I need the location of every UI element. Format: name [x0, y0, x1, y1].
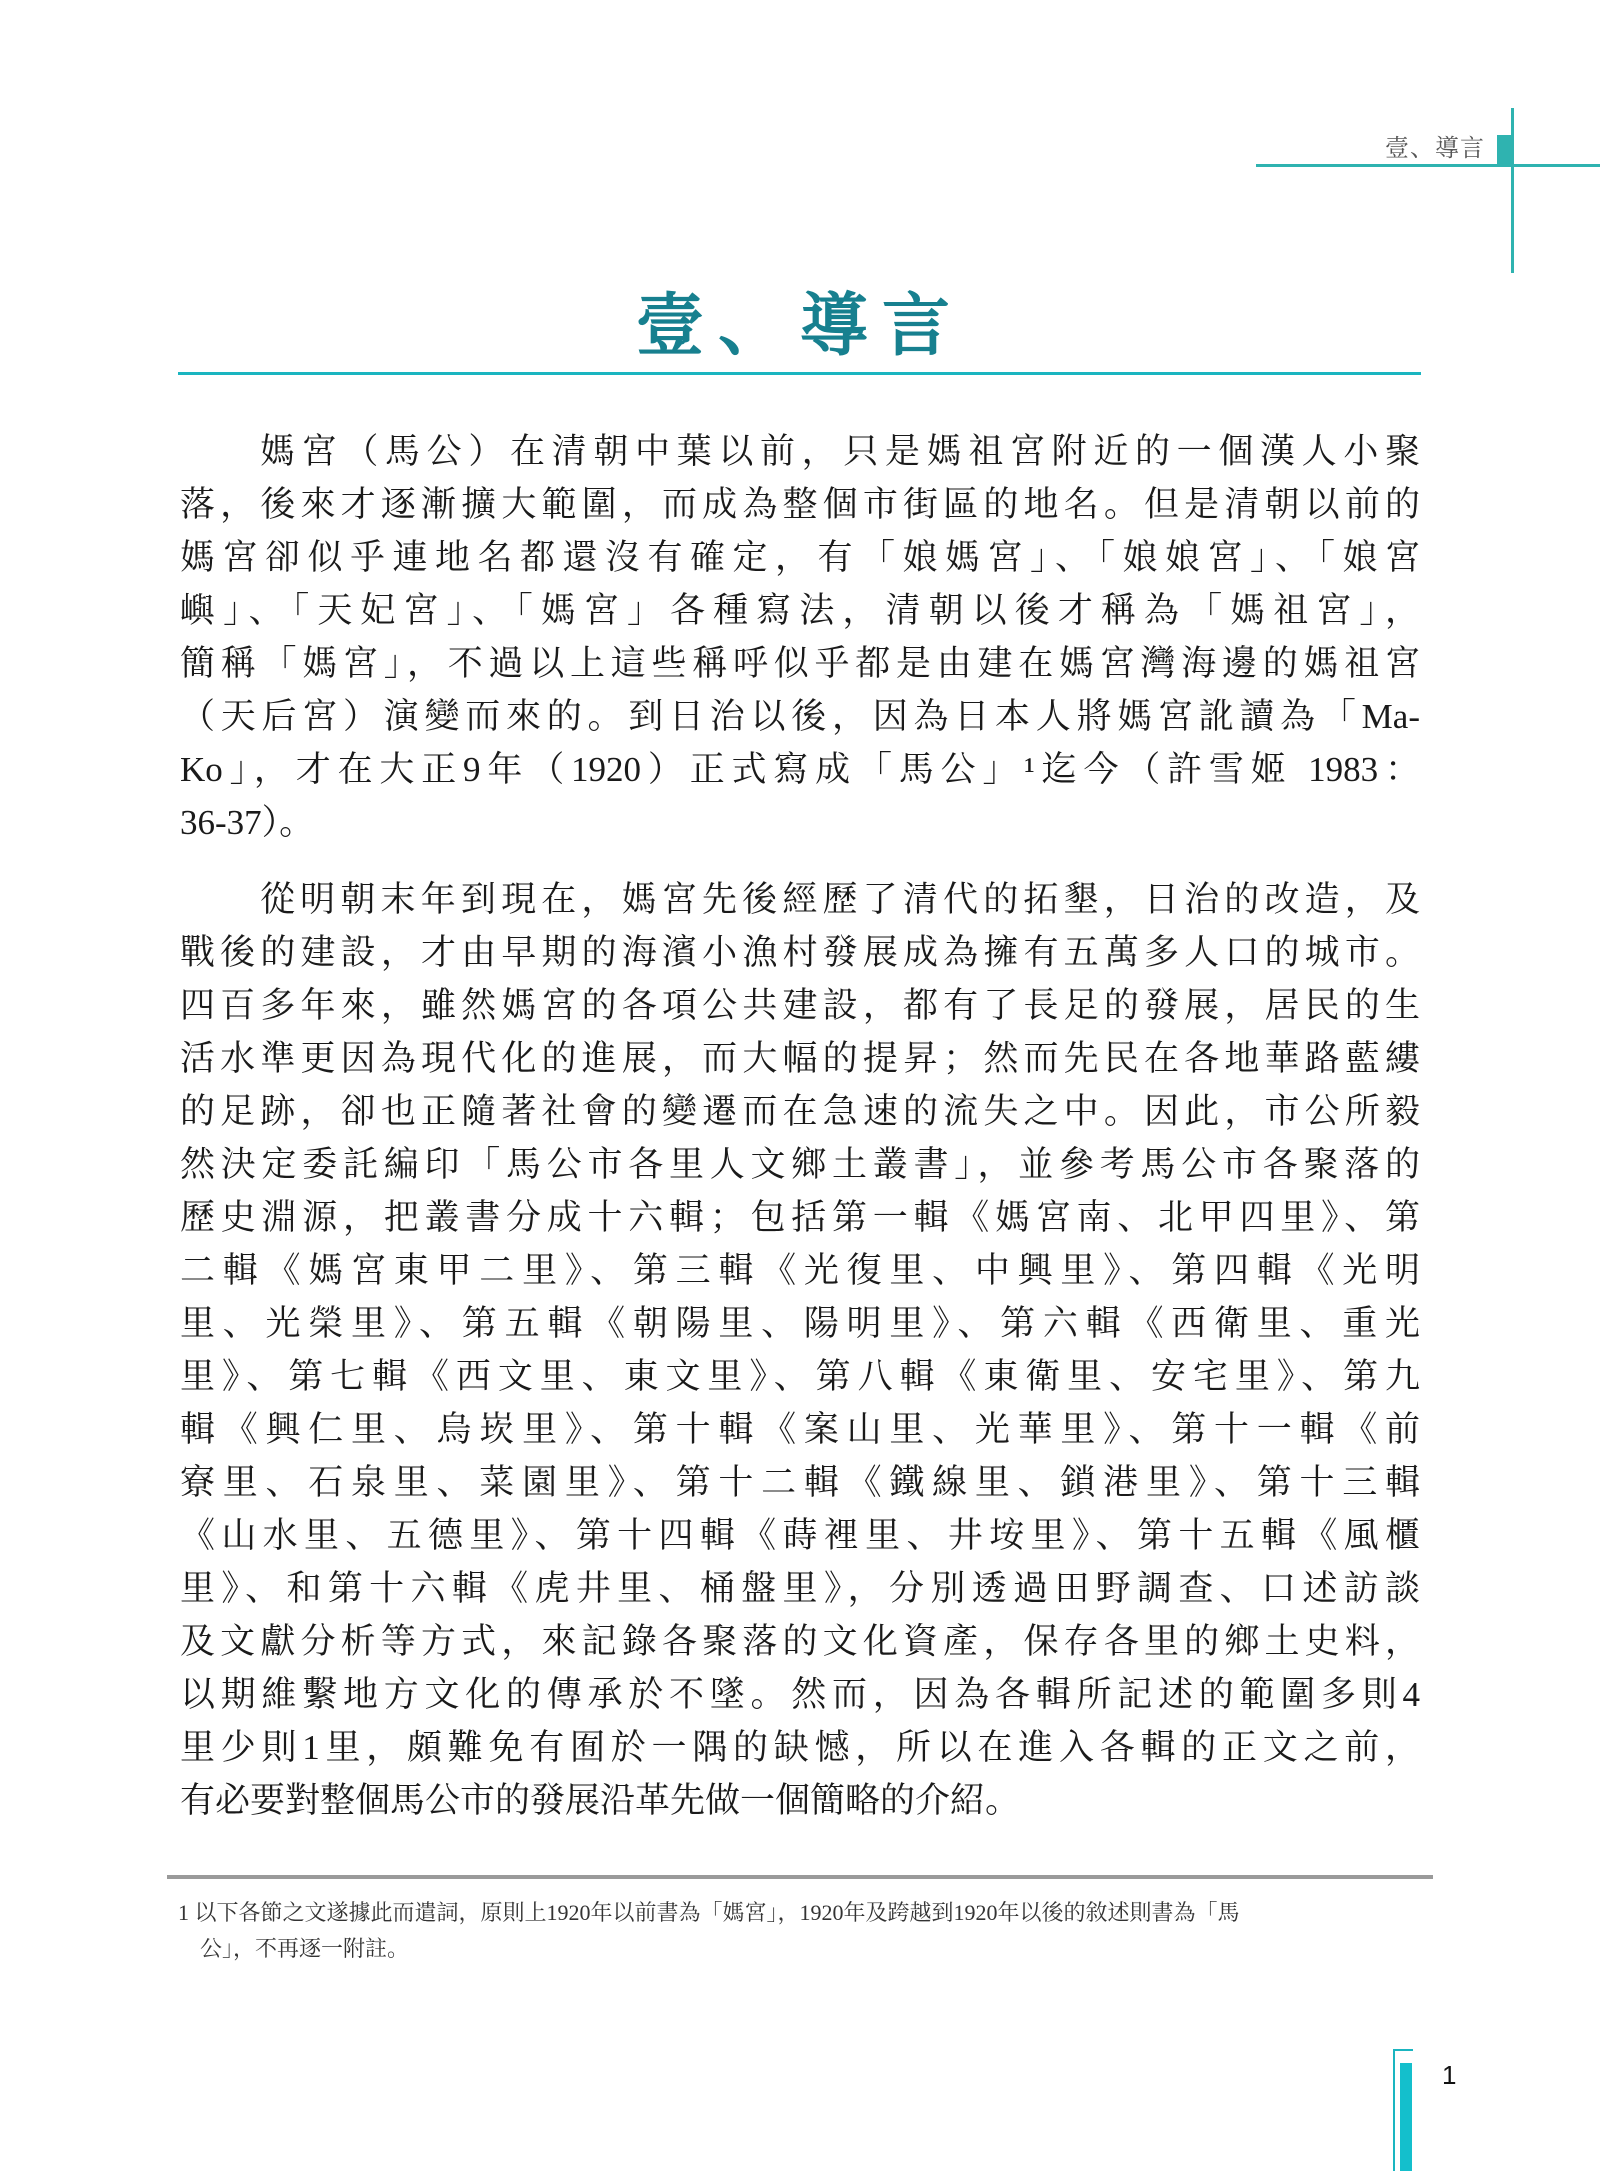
page-number-accent-bar [1400, 2063, 1412, 2171]
header-vertical-rule [1511, 108, 1514, 273]
text-line: Ko」，才在大正9年（1920）正式寫成「馬公」¹迄今（許雪姬 1983： [180, 750, 1420, 789]
paragraph-2 [180, 873, 1420, 1827]
header-rule [1256, 164, 1600, 167]
text-line: 輯《興仁里、烏崁里》、第十輯《案山里、光華里》、第十一輯《前 [180, 1410, 1420, 1449]
footnote-line: 1 以下各節之文遂據此而遣詞，原則上1920年以前書為「媽宮」，1920年及跨越到1920年以後的敘述則書為「馬 [178, 1900, 1240, 1925]
text-line: 落，後來才逐漸擴大範圍，而成為整個市街區的地名。但是清朝以前的 [180, 485, 1420, 524]
text-line: 從明朝末年到現在，媽宮先後經歷了清代的拓墾，日治的改造，及 [260, 880, 1420, 919]
text-line: 媽宮卻似乎連地名都還沒有確定，有「娘媽宮」、「娘娘宮」、「娘宮 [180, 538, 1420, 577]
paragraph-1 [180, 425, 1420, 849]
text-line: 里少則1里，頗難免有囿於一隅的缺憾，所以在進入各輯的正文之前， [180, 1728, 1420, 1767]
text-line: 嶼」、「天妃宮」、「媽宮」各種寫法，清朝以後才稱為「媽祖宮」， [180, 591, 1420, 630]
text-line: （天后宮）演變而來的。到日治以後，因為日本人將媽宮訛讀為「Ma- [180, 697, 1420, 736]
text-line: 里、光榮里》、第五輯《朝陽里、陽明里》、第六輯《西衛里、重光 [180, 1304, 1420, 1343]
footnote [178, 1895, 1428, 1967]
text-line: 媽宮（馬公）在清朝中葉以前，只是媽祖宮附近的一個漢人小聚 [260, 432, 1420, 471]
running-header-title: 壹、導言 [1385, 136, 1485, 162]
body-text [180, 425, 1420, 1851]
page-number-rule-top [1393, 2049, 1413, 2051]
text-line: 簡稱「媽宮」，不過以上這些稱呼似乎都是由建在媽宮灣海邊的媽祖宮 [180, 644, 1420, 683]
text-line: 歷史淵源，把叢書分成十六輯；包括第一輯《媽宮南、北甲四里》、第 [180, 1198, 1420, 1237]
text-line: 活水準更因為現代化的進展，而大幅的提昇；然而先民在各地華路藍縷 [180, 1039, 1420, 1078]
text-line: 的足跡，卻也正隨著社會的變遷而在急速的流失之中。因此，市公所毅 [180, 1092, 1420, 1131]
chapter-title: 壹、導言 [635, 288, 964, 364]
text-line: 以期維繫地方文化的傳承於不墜。然而，因為各輯所記述的範圍多則4 [180, 1675, 1420, 1714]
text-line: 寮里、石泉里、菜園里》、第十二輯《鐵線里、鎖港里》、第十三輯 [180, 1463, 1420, 1502]
page-number: 1 [1442, 2060, 1457, 2090]
footnote-line: 公」，不再逐一附註。 [200, 1936, 410, 1961]
text-line: 里》、和第十六輯《虎井里、桶盤里》，分別透過田野調查、口述訪談 [180, 1569, 1420, 1608]
text-line: 二輯《媽宮東甲二里》、第三輯《光復里、中興里》、第四輯《光明 [180, 1251, 1420, 1290]
text-line: 《山水里、五德里》、第十四輯《蒔裡里、井垵里》、第十五輯《風櫃 [180, 1516, 1420, 1555]
text-line: 及文獻分析等方式，來記錄各聚落的文化資產，保存各里的鄉土史料， [180, 1622, 1420, 1661]
text-line: 36-37）。 [180, 803, 315, 842]
text-line: 里》、第七輯《西文里、東文里》、第八輯《東衛里、安宅里》、第九 [180, 1357, 1420, 1396]
text-line: 戰後的建設，才由早期的海濱小漁村發展成為擁有五萬多人口的城市。 [180, 933, 1420, 972]
footnote-separator [167, 1875, 1433, 1879]
text-line: 四百多年來，雖然媽宮的各項公共建設，都有了長足的發展，居民的生 [180, 986, 1420, 1025]
header-accent-block [1497, 135, 1513, 166]
text-line: 然決定委託編印「馬公市各里人文鄉土叢書」，並參考馬公市各聚落的 [180, 1145, 1420, 1184]
title-underline [178, 372, 1421, 375]
page-number-rule [1393, 2049, 1395, 2171]
text-line: 有必要對整個馬公市的發展沿革先做一個簡略的介紹。 [180, 1781, 1021, 1820]
